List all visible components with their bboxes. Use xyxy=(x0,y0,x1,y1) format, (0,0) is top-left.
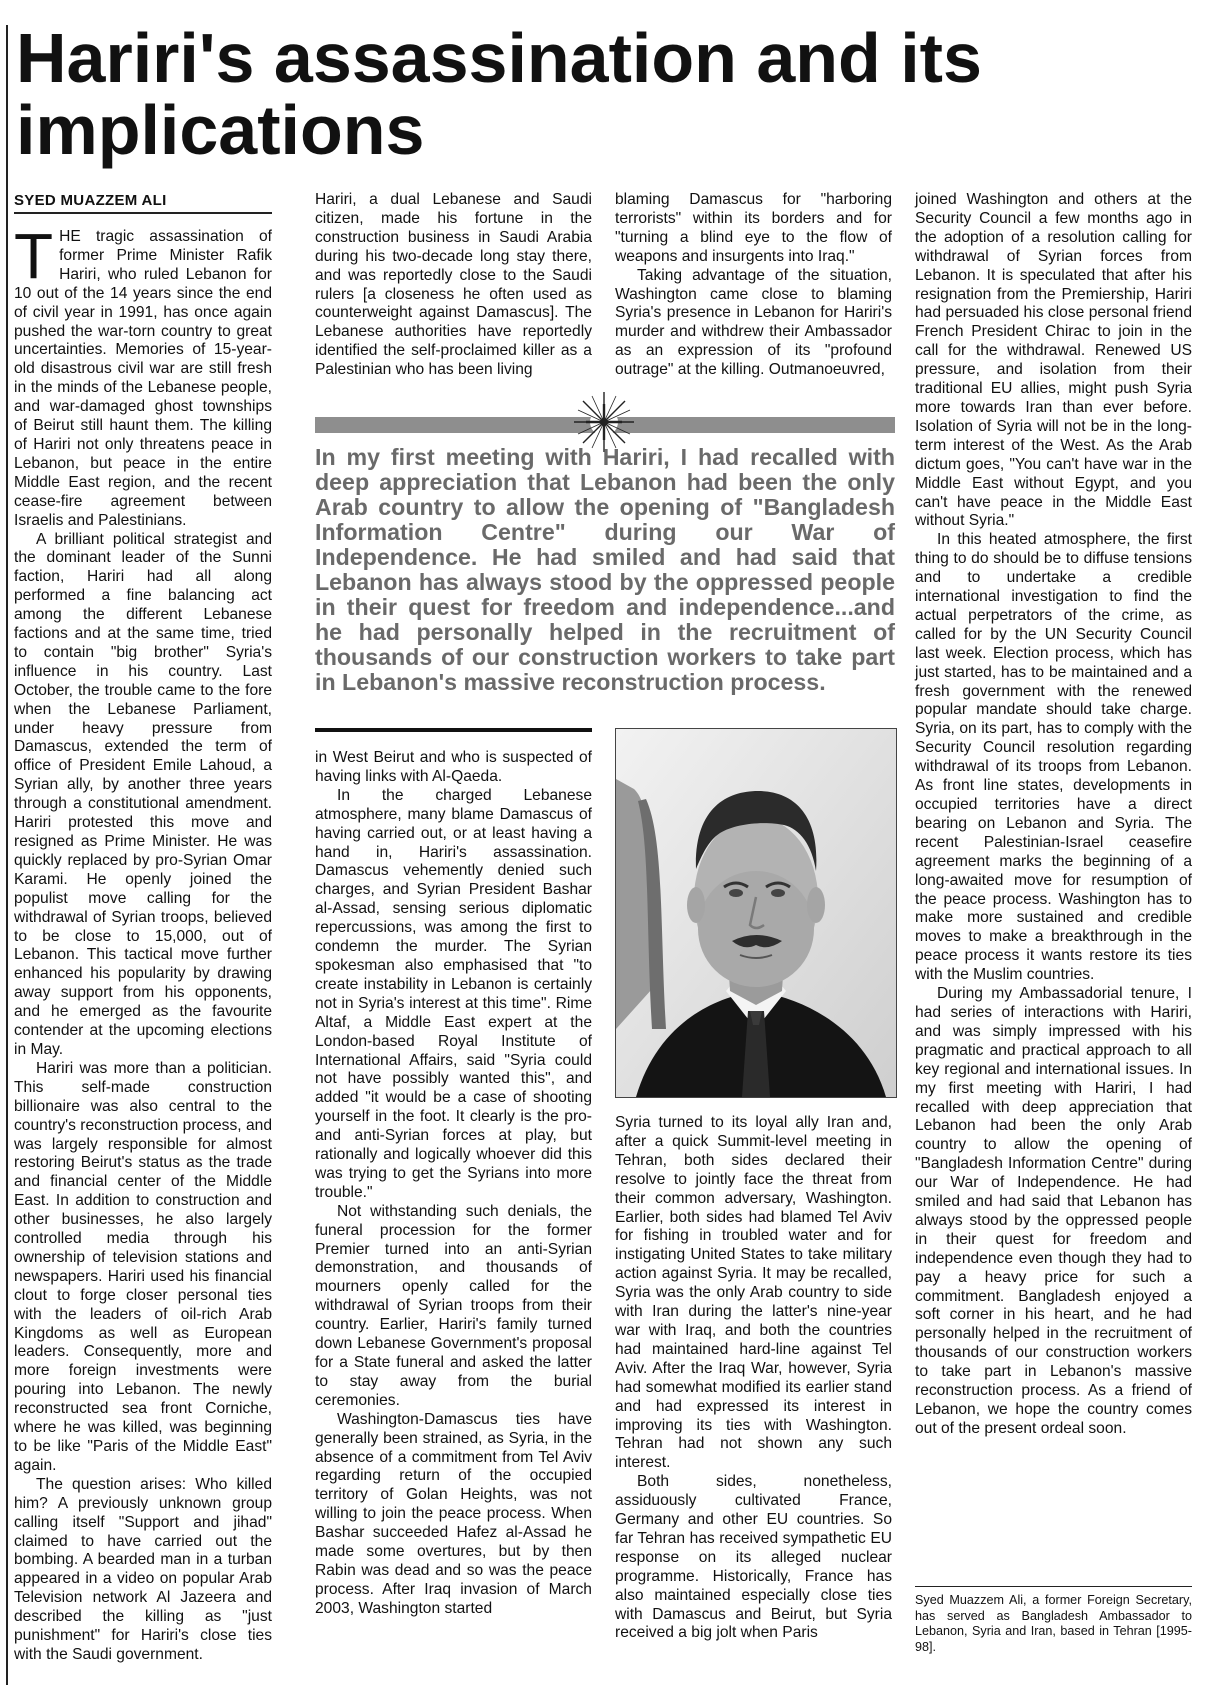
hariri-photo xyxy=(615,728,897,1098)
paragraph: HE tragic assassination of former Prime Minister Rafik Hariri, who ruled Lebanon for 10 out of the 14 years since the end of civil year in 1991, has once again pushed the war-torn country to great uncertainties. Memories of 15-year-old disastrous civil war are still fresh in the minds of the Lebanese people, and war-damaged ghost townships of Beirut still haunt them. The killing of Hariri not only threatens peace in Lebanon, but peace in the entire Middle East region, and the recent cease-fire agreement between Israelis and Palestinians. xyxy=(14,228,272,529)
paragraph: in West Beirut and who is suspected of having links with Al-Qaeda. xyxy=(315,749,592,785)
left-column-rule xyxy=(6,25,8,1685)
paragraph: A brilliant political strategist and the dominant leader of the Sunni faction, Hariri had all along performed a fine balancing act among the different Lebanese factions and at the same time, tried to contain "big brother" Syria's influence in his country. Last October, the trouble came to the fore when the Lebanese Parliament, under heavy pressure from Damascus, extended the term of office of President Emile Lahoud, a Syrian ally, by another three years through a constitutional amendment. Hariri protested this move and resigned as Prime Minister. He was quickly replaced by pro-Syrian Omar Karami. He openly joined the populist move calling for the withdrawal of Syrian troops, believed to be close to 15,000, out of Lebanon. This tactical move further enhanced his popularity by drawing away support from his opponents, and he emerged as the favourite contender at the upcoming elections in May. xyxy=(14,530,272,1058)
paragraph: blaming Damascus for "harboring terrorists" within its borders and for "turning a blind eye to the flow of weapons and insurgents into Iraq." xyxy=(615,191,892,265)
byline-rule xyxy=(14,212,272,214)
article-column-4 xyxy=(915,191,1192,1439)
paragraph: Washington-Damascus ties have generally been strained, as Syria, in the absence of a commitment from Tel Aviv regarding return of the occupied territory of Golan Heights, was not willing to join the peace process. When Bashar succeeded Hafez al-Assad he made some overtures, but by then Rabin was dead and so was the peace process. After Iraq invasion of March 2003, Washington started xyxy=(315,1410,592,1617)
dropcap: T xyxy=(14,220,54,292)
byline: SYED MUAZZEM ALI xyxy=(14,192,167,209)
pullquote-rule xyxy=(315,728,592,732)
paragraph: Taking advantage of the situation, Washington came close to blaming Syria's presence in Lebanon for Hariri's murder and withdrew their Ambassador as an expression of its "profound outrage" at the killing. Outmanoeuvred, xyxy=(615,266,892,379)
headline: Hariri's assassination and its implications xyxy=(16,19,982,169)
paragraph: In the charged Lebanese atmosphere, many blame Damascus of having carried out, or at least having a hand in, Hariri's assassination. Damascus vehemently denied such charges, and Syrian President Bashar al-Assad, sensing serious diplomatic repercussions, was among the first to condemn the murder. The Syrian spokesman also emphasised that "to create instability in Lebanon is certainly not in Syria's interest at this time". Rime Altaf, a Middle East expert at the London-based Royal Institute of International Affairs, said "Syria could not have possibly wanted this", and added "it would be a case of shooting yourself in the foot. It clearly is the pro- and anti-Syrian forces at play, but rationally and logically whoever did this was trying to get the Syrians into more trouble." xyxy=(315,786,592,1201)
paragraph: joined Washington and others at the Security Council a few months ago in the adoption of a resolution calling for withdrawal of Syrian forces from Lebanon. It is speculated that after his resignation from the Premiership, Hariri had persuaded his close personal friend French President Chirac to join in the call for the withdrawal. Renewed US pressure, and isolation from their traditional EU allies, might push Syria more towards Iran than ever before. Isolation of Syria will not be in the long-term interest of the West. As the Arab dictum goes, "You can't have war in the Middle East without Egypt, and you can't have peace in the Middle East without Syria." xyxy=(915,191,1192,530)
paragraph: During my Ambassadorial tenure, I had series of interactions with Hariri, and was simply impressed with his pragmatic and practical approach to all key regional and international issues. In my first meeting with Hariri, I had recalled with deep appreciation that Lebanon had been the only Arab country to allow the opening of "Bangladesh Information Centre" during our War of Independence. He had smiled and had said that Lebanon has always stood by the oppressed people in their quest for freedom and independence even though they had to pay a heavy price for such a commitment. Bangladesh enjoyed a soft corner in his heart, and he had personally helped in the recruitment of thousands of our construction workers to take part in Lebanon's massive reconstruction process. As a friend of Lebanon, we hope the country comes out of the present ordeal soon. xyxy=(915,985,1192,1437)
article-column-2-top xyxy=(315,191,592,380)
paragraph: Both sides, nonetheless, assiduously cultivated France, Germany and other EU countries. So far Tehran has received sympathetic EU response on its alleged nuclear programme. Historically, France has also maintained especially close ties with Damascus and Beirut, but Syria received a big jolt when Paris xyxy=(615,1473,892,1642)
paragraph: Syria turned to its loyal ally Iran and, after a quick Summit-level meeting in Tehran, both sides declared their resolve to jointly face the threat from their common adversary, Washington. Earlier, both sides had blamed Tel Aviv for fishing in troubled water and for instigating United States to take military action against Syria. It may be recalled, Syria was the only Arab country to side with Iran during the latter's nine-year war with Iraq, and both the countries had maintained hard-line against Tel Aviv. After the Iraq War, however, Syria had somewhat modified its earlier stand and had expressed its interest in improving its ties with Washington. Tehran had not shown any such interest. xyxy=(615,1114,892,1472)
paragraph: Hariri, a dual Lebanese and Saudi citizen, made his fortune in the construction business in Saudi Arabia during his two-decade long stay there, and was reportedly close to the Saudi rulers [a closeness he often used as counterweight against Damascus]. The Lebanese authorities have reportedly identified the self-proclaimed killer as a Palestinian who has been living xyxy=(315,191,592,379)
article-column-3-bottom xyxy=(615,1114,892,1643)
author-note-rule xyxy=(915,1586,1192,1587)
article-column-3-top xyxy=(615,191,892,380)
paragraph: Not withstanding such denials, the funeral procession for the former Premier turned into an anti-Syrian demonstration, and thousands of mourners openly called for the withdrawal of Syrian troops from their country. Earlier, Hariri's family turned down Lebanese Government's proposal for a State funeral and asked the latter to stay away from the burial ceremonies. xyxy=(315,1202,592,1409)
author-note: Syed Muazzem Ali, a former Foreign Secretary, has served as Bangladesh Ambassador to Lebanon, Syria and Iran, based in Tehran [1995-98]. xyxy=(915,1593,1192,1654)
article-column-2-bottom xyxy=(315,749,592,1619)
paragraph: Hariri was more than a politician. This self-made construction billionaire was also central to the country's reconstruction process, and was largely responsible for almost restoring Beirut's status as the trade and financial center of the Middle East. In addition to construction and other businesses, he also largely controlled media through his ownership of television stations and newspapers. Hariri used his financial clout to forge closer personal ties with the leaders of oil-rich Arab Kingdoms as well as European leaders. Consequently, more and more foreign investments were pouring into Lebanon. The newly reconstructed sea front Corniche, where he was killed, was beginning to be like "Paris of the Middle East" again. xyxy=(14,1059,272,1474)
paragraph: In this heated atmosphere, the first thing to do should be to diffuse tensions and to undertake a credible international investigation to find the actual perpetrators of the crime, as called for by the UN Security Council last week. Election process, which has just started, has to be maintained and a fresh government with the renewed popular mandate should take charge. Syria, on its part, has to comply with the Security Council resolution regarding withdrawal of its troops from Lebanon. As front line states, developments in occupied territories have a direct bearing on Lebanon and Syria. The recent Palestinian-Israel ceasefire agreement marks the beginning of a long-awaited move for resumption of the peace process. Washington has to make more sustained and credible moves to make a breakthrough in the peace process it wants restore its ties with the Muslim countries. xyxy=(915,531,1192,984)
paragraph: The question arises: Who killed him? A previously unknown group calling itself "Support and jihad" claimed to have carried out the bombing. A bearded man in a turban appeared in a video on popular Arab Television network Al Jazeera and described the killing as "just punishment" for Hariri's close ties with the Saudi government. xyxy=(14,1475,272,1663)
article-column-1 xyxy=(14,220,272,1665)
pullquote: In my first meeting with Hariri, I had recalled with deep appreciation that Lebanon had been the only Arab country to allow the opening of "Bangladesh Information Centre" during our War of Independence. He had smiled and had said that Lebanon has always stood by the oppressed people in their quest for freedom and independence...and he had personally helped in the recruitment of thousands of our construction workers to take part in Lebanon's massive reconstruction process. xyxy=(315,444,895,695)
